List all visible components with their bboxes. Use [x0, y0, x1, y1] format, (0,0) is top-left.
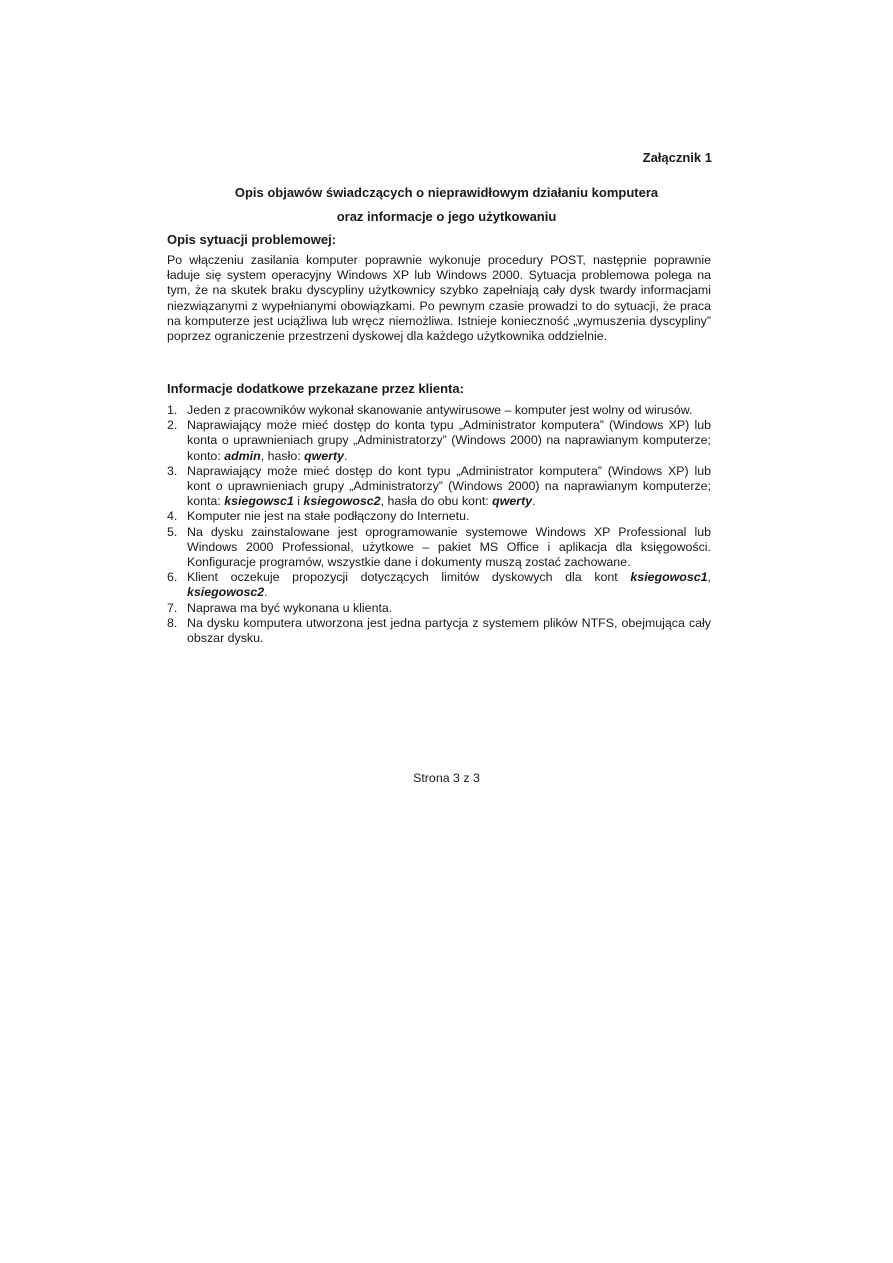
account-name: ksiegowsc1	[224, 494, 294, 509]
document-title-line-1: Opis objawów świadczących o nieprawidłowym działaniu komputera	[234, 185, 659, 200]
list-item-number: 2.	[167, 418, 178, 433]
list-item-number: 3.	[167, 463, 178, 478]
account-name: ksiegowosc1	[630, 570, 708, 585]
list-item-text: .	[344, 448, 348, 463]
list-item-text: i	[293, 494, 304, 509]
list-item-text: ,	[707, 570, 711, 585]
list-item-number: 4.	[167, 509, 178, 524]
list-item-text: , hasło:	[260, 448, 305, 463]
list-item-number: 7.	[167, 600, 178, 615]
list-item	[167, 601, 711, 616]
password-value: qwerty	[304, 448, 345, 463]
page-number: Strona 3 z 3	[413, 771, 480, 785]
attachment-label: Załącznik 1	[642, 150, 712, 165]
list-item-text: .	[532, 494, 536, 509]
list-item	[167, 570, 711, 600]
list-item	[167, 525, 711, 571]
list-item	[167, 418, 711, 464]
account-name: admin	[224, 448, 261, 463]
list-item-number: 1.	[167, 403, 178, 417]
info-heading: Informacje dodatkowe przekazane przez klienta:	[167, 381, 464, 396]
problem-description: Po włączeniu zasilania komputer poprawnie wykonuje procedury POST, następnie poprawnie ładuje się system operacyjny Windows XP lub Windows 2000. Sytuacja problemowa polega na tym, że na skutek braku dyscypliny użytkownicy szybko zapełniają cały dysk twardy informacjami niezwiązanymi z wypełnianymi obowiązkami. Po pewnym czasie prowadzi to do sytuacji, że praca na komputerze jest uciążliwa lub wręcz niemożliwa. Istnieje konieczność „wymuszenia dyscypliny” poprzez ograniczenie przestrzeni dyskowej dla każdego użytkownika oddzielnie.	[167, 253, 711, 344]
list-item-text: , hasła do obu kont:	[380, 494, 493, 509]
list-item-text: Na dysku zainstalowane jest oprogramowanie systemowe Windows XP Professional lub Windows 2000 Professional, użytkowe – pakiet MS Office i aplikacja dla księgowości. Konfiguracje programów, wszystkie dane i dokumenty muszą zostać zachowane.	[187, 524, 711, 570]
list-item-text: Na dysku komputera utworzona jest jedna partycja z systemem plików NTFS, obejmująca cały obszar dysku.	[187, 615, 711, 646]
account-name: ksiegowosc2	[303, 494, 381, 509]
list-item-text: Komputer nie jest na stałe podłączony do Internetu.	[187, 509, 470, 524]
list-item	[167, 464, 711, 510]
list-item-number: 6.	[167, 570, 178, 585]
list-item-text: .	[264, 585, 268, 600]
list-item-text: Klient oczekuje propozycji dotyczących limitów dyskowych dla kont	[187, 570, 631, 585]
password-value: qwerty	[492, 494, 533, 509]
list-item	[167, 509, 711, 524]
list-item-number: 5.	[167, 524, 178, 539]
problem-heading: Opis sytuacji problemowej:	[167, 232, 337, 247]
list-item-text: Naprawiający może mieć dostęp do konta typu „Administrator komputera” (Windows XP) lub konta o uprawnieniach grupy „Administratorzy” (Windows 2000) na naprawianym komputerze; konto:	[187, 418, 711, 463]
list-item	[167, 403, 711, 418]
list-item-text: Naprawiający może mieć dostęp do kont typu „Administrator komputera” (Windows XP) lub kont o uprawnieniach grupy „Administratorzy” (Windows 2000) na naprawianym komputerze; konta:	[187, 463, 711, 509]
list-item	[167, 616, 711, 646]
list-item-number: 8.	[167, 615, 178, 630]
list-item-text: Jeden z pracowników wykonał skanowanie antywirusowe – komputer jest wolny od wirusów.	[187, 403, 693, 417]
list-item-text: Naprawa ma być wykonana u klienta.	[187, 600, 393, 615]
account-name: ksiegowosc2	[187, 585, 265, 600]
document-title-line-2: oraz informacje o jego użytkowaniu	[336, 209, 557, 224]
info-list	[167, 403, 711, 646]
